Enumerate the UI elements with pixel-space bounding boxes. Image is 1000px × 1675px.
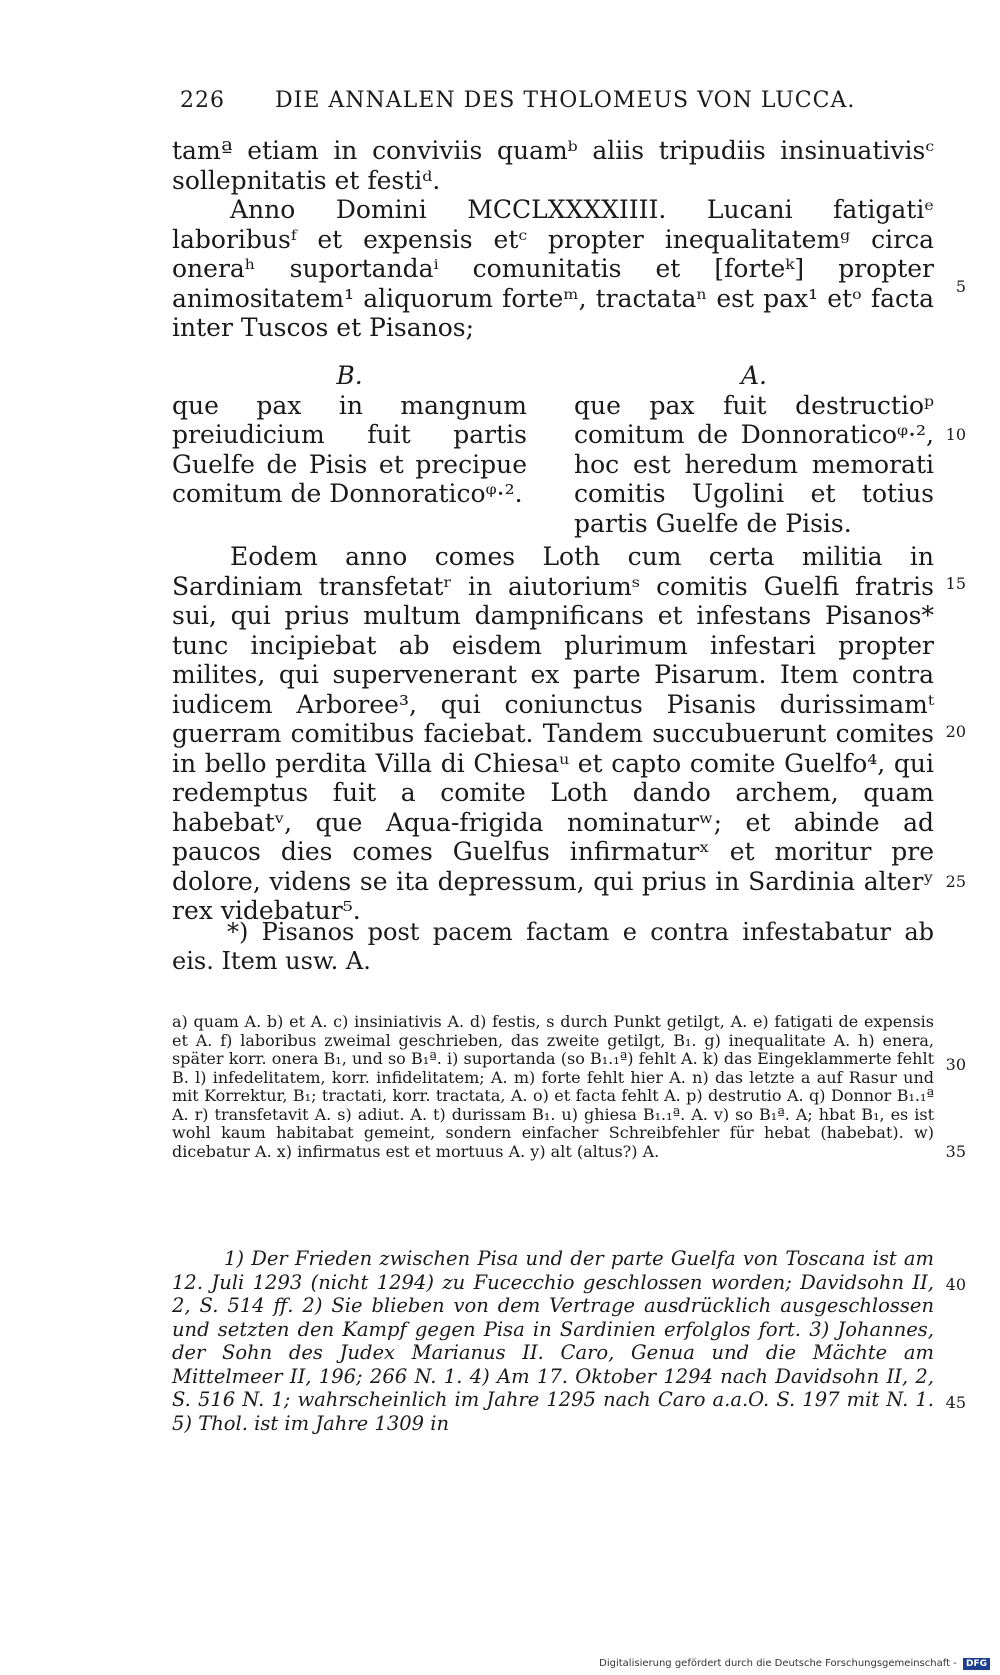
historical-notes: 1) Der Frieden zwischen Pisa und der parte Guelfa von Toscana ist am 12. Juli 1293 (nicht 1294) zu Fucecchio geschlossen worden; Davidsohn II, 2, S. 514 ff. 2) Sie blieben von dem Vertrage ausdrücklich ausgeschlossen und setzten den Kampf gegen Pisa in Sardinien erfolglos fort. 3) Johannes, der Sohn des Judex Marianus II. Caro, Genua und die Mächte am Mittelmeer II, 196; 266 N. 1. 4) Am 17. Oktober 1294 nach Davidsohn II, 2, S. 516 N. 1; wahrscheinlich im Jahre 1295 nach Caro a.a.O. S. 197 mit N. 1. 5) Thol. ist im Jahre 1309 in <box>172 1247 934 1435</box>
line-number: 30 <box>945 1055 966 1074</box>
column-b <box>172 361 527 509</box>
line-number: 15 <box>945 574 966 593</box>
running-head <box>180 88 880 113</box>
line-number: 45 <box>945 1393 966 1412</box>
paragraph-3: Eodem anno comes Loth cum certa militia in Sardiniam transfetatʳ in aiutoriumˢ comitis Guelfi fratris sui, qui prius multum dampnificans et infestans Pisanos* tunc incipiebat ab eisdem plurimum infestari propter milites, qui supervenerant ex parte Pisarum. Item contra iudicem Arboree³, qui coniunctus Pisanis durissimamᵗ guerram comitibus faciebat. Tandem succubuerunt comites in bello perdita Villa di Chiesaᵘ et capto comite Guelfo⁴, qui redemptus fuit a comite Loth dando archem, quam habebatᵛ, que Aqua-frigida nominaturʷ; et abinde ad paucos dies comes Guelfus infirmaturˣ et moritur pre dolore, videns se ita depressum, qui prius in Sardinia alterʸ rex videbatur⁵. <box>172 542 934 925</box>
column-a <box>574 361 934 538</box>
line-number: 35 <box>945 1142 966 1161</box>
page-number: 226 <box>180 88 225 113</box>
line-number: 25 <box>945 872 966 891</box>
footer-text: Digitalisierung gefördert durch die Deutsche Forschungsgemeinschaft - <box>599 1658 957 1669</box>
column-b-text: que pax in mangnum preiudicium fuit partis Guelfe de Pisis et precipue comitum de Donnoraticoᵠ·². <box>172 390 527 508</box>
line-number: 40 <box>945 1275 966 1294</box>
column-a-heading: A. <box>740 361 767 390</box>
paragraph-2: Anno Domini MCCLXXXXIIII. Lucani fatigatiᵉ laboribusᶠ et expensis etᶜ propter inequalitatemᵍ circa oneraʰ suportandaⁱ comunitatis et [forteᵏ] propter animositatem¹ aliquorum forteᵐ, tractataⁿ est pax¹ etᵒ facta inter Tuscos et Pisanos; <box>172 195 934 342</box>
dfg-logo: DFG <box>963 1658 990 1670</box>
page-title: DIE ANNALEN DES THOLOMEUS VON LUCCA. <box>275 88 856 113</box>
star-note: *) Pisanos post pacem factam e contra infestabatur ab eis. Item usw. A. <box>172 918 934 975</box>
critical-apparatus: a) quam A. b) et A. c) insiniativis A. d) festis, s durch Punkt getilgt, A. e) fatigati de expensis et A. f) laboribus zweimal geschrieben, das zweite getilgt, B₁. g) inequalitate A. h) enera, später korr. onera B₁, und so B₁ª. i) suportanda (so B₁.₁ª) fehlt A. k) das Eingeklammerte fehlt B. l) infedelitatem, korr. infidelitatem; A. m) forte fehlt hier A. n) das letzte a auf Rasur und mit Korrektur, B₁; tractati, korr. tractata, A. o) et facta fehlt A. p) destrutio A. q) Donnor B₁.₁ª A. r) transfetavit A. s) adiut. A. t) durissam B₁. u) ghiesa B₁.₁ª. A. v) so B₁ª. A; hbat B₁, es ist wohl kaum habitabat gemeint, sondern einfacher Schreibfehler für hebat (habebat). w) dicebatur A. x) infirmatus est et mortuus A. y) alt (altus?) A. <box>172 1012 934 1161</box>
line-number: 10 <box>945 425 966 444</box>
column-b-heading: B. <box>336 361 363 390</box>
column-a-text: que pax fuit destructioᵖ comitum de Donnoraticoᵠ·², hoc est heredum memorati comitis Ugolini et totius partis Guelfe de Pisis. <box>574 390 934 538</box>
main-text-bottom <box>172 542 934 926</box>
line-number: 5 <box>955 277 966 296</box>
footer-credit <box>599 1658 990 1670</box>
paragraph-1: tamª etiam in conviviis quamᵇ aliis tripudiis insinuativisᶜ sollepnitatis et festiᵈ. <box>172 136 934 195</box>
line-number: 20 <box>945 722 966 741</box>
main-text-top <box>172 136 934 343</box>
